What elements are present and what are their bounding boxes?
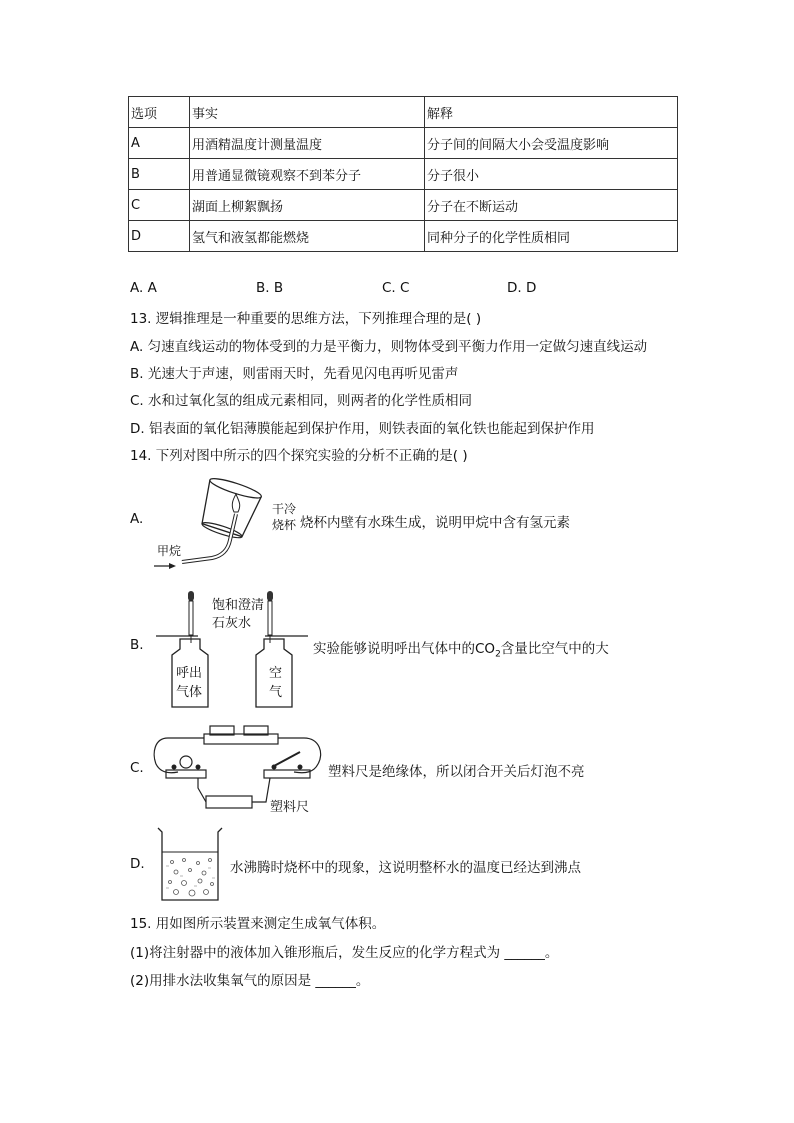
choice-c: C. C	[382, 280, 410, 296]
table-cell: 同种分子的化学性质相同	[425, 221, 678, 252]
boiling-beaker-figure	[154, 826, 226, 902]
q14-stem: 14. 下列对图中所示的四个探究实验的分析不正确的是( )	[130, 448, 468, 464]
option-b-text-post: 含量比空气中的大	[500, 641, 609, 657]
q13-option-b: B. 光速大于声速，则雷雨天时，先看见闪电再听见雷声	[130, 366, 459, 382]
q14-option-c-text: 塑料尺是绝缘体，所以闭合开关后灯泡不亮	[328, 764, 585, 780]
fig-label-methane: 甲烷	[157, 544, 182, 558]
table-cell: C	[129, 190, 190, 221]
table-cell: B	[129, 159, 190, 190]
q14-option-a-label: A.	[130, 511, 144, 527]
choice-d: D. D	[507, 280, 537, 296]
q12-options-table	[128, 96, 678, 252]
fig-label-dry-cold: 干冷	[272, 502, 297, 516]
table-row	[129, 190, 678, 221]
table-header-cell: 选项	[129, 97, 190, 128]
table-cell: 分子很小	[425, 159, 678, 190]
table-cell: A	[129, 128, 190, 159]
choice-a: A. A	[130, 280, 157, 296]
q15-part-1: (1)将注射器中的液体加入锥形瓶后，发生反应的化学方程式为 ______。	[130, 945, 559, 961]
fig-label-air-2: 气	[269, 685, 283, 700]
q14-option-b-label: B.	[130, 637, 144, 653]
fig-label-exhaled-1: 呼出	[176, 666, 203, 681]
table-cell: 分子在不断运动	[425, 190, 678, 221]
fig-label-air-1: 空	[269, 666, 283, 681]
q14-option-d-label: D.	[130, 856, 145, 872]
fig-label-reagent-1: 饱和澄清	[212, 598, 265, 613]
table-cell: 湖面上柳絮飘扬	[190, 190, 425, 221]
table-cell: 分子间的间隔大小会受温度影响	[425, 128, 678, 159]
q12-choices	[0, 280, 794, 300]
table-cell: D	[129, 221, 190, 252]
option-b-text-sub: 2	[495, 649, 501, 660]
table-row	[129, 221, 678, 252]
table-row	[129, 128, 678, 159]
q14-option-a-text: 烧杯内壁有水珠生成，说明甲烷中含有氢元素	[300, 515, 570, 531]
q13-option-c: C. 水和过氧化氢的组成元素相同，则两者的化学性质相同	[130, 393, 473, 409]
q13-stem: 13. 逻辑推理是一种重要的思维方法，下列推理合理的是( )	[130, 311, 482, 327]
q14-option-b-text	[313, 637, 609, 660]
q13-option-a: A. 匀速直线运动的物体受到的力是平衡力，则物体受到平衡力作用一定做匀速直线运动	[130, 339, 648, 355]
q14-option-c-label: C.	[130, 760, 144, 776]
table-cell: 氢气和液氢都能燃烧	[190, 221, 425, 252]
fig-label-reagent-2: 石灰水	[212, 616, 252, 631]
table-cell: 用普通显微镜观察不到苯分子	[190, 159, 425, 190]
q15-stem: 15. 用如图所示装置来测定生成氧气体积。	[130, 916, 386, 932]
table-header-row	[129, 97, 678, 128]
table-row	[129, 159, 678, 190]
q13-option-d: D. 铝表面的氧化铝薄膜能起到保护作用，则铁表面的氧化铁也能起到保护作用	[130, 421, 595, 437]
fig-label-exhaled-2: 气体	[176, 685, 203, 700]
option-b-text-pre: 实验能够说明呼出气体中的CO	[313, 641, 496, 657]
fig-label-beaker: 烧杯	[272, 518, 297, 532]
fig-label-plastic-ruler: 塑料尺	[270, 800, 310, 815]
q15-part-2: (2)用排水法收集氧气的原因是 ______。	[130, 973, 370, 989]
q14-option-d-text: 水沸腾时烧杯中的现象，这说明整杯水的温度已经达到沸点	[230, 860, 581, 876]
choice-b: B. B	[256, 280, 284, 296]
table-header-cell: 事实	[190, 97, 425, 128]
table-header-cell: 解释	[425, 97, 678, 128]
table-cell: 用酒精温度计测量温度	[190, 128, 425, 159]
